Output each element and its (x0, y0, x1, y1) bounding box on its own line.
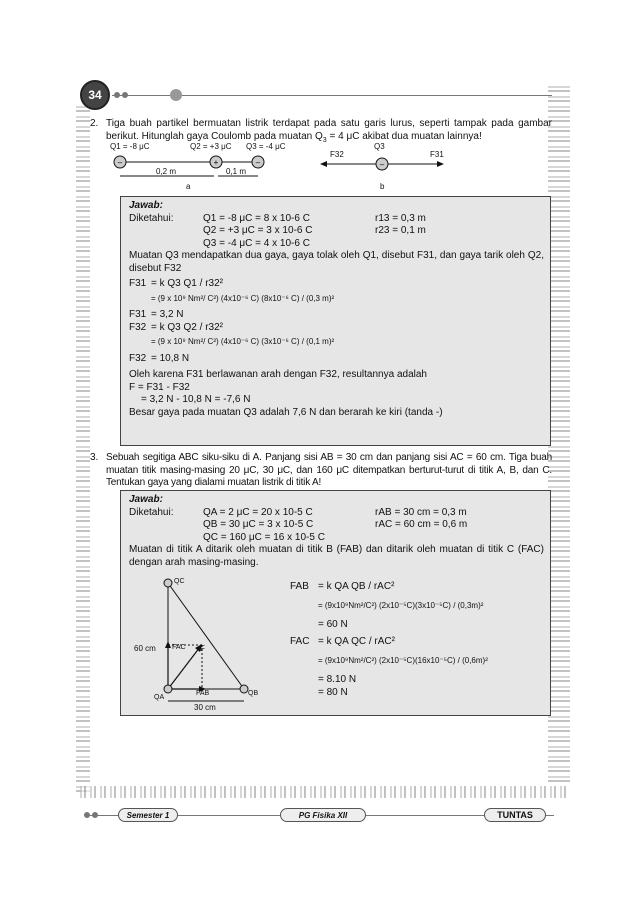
sign-q1: – (117, 158, 123, 167)
fab-label: FAB (290, 581, 309, 592)
given-row-2 (129, 519, 544, 532)
f32-result-row (129, 353, 544, 366)
diketahui-label: Diketahui: (129, 212, 174, 224)
fac-formula-row (290, 635, 546, 648)
label-fac-vector: FAC (172, 644, 186, 651)
answer-box-2 (120, 196, 551, 446)
resultant-line-2: = 3,2 N - 10,8 N = -7,6 N (141, 394, 251, 405)
decorative-border-left (76, 106, 90, 796)
given-rac: rAC = 60 cm = 0,6 m (375, 519, 468, 530)
footer-dot (92, 812, 98, 818)
label-f31: F31 (430, 150, 444, 159)
fac-result-2: = 80 N (318, 687, 348, 698)
f31-result-row (129, 309, 544, 322)
header-dot (114, 92, 120, 98)
label-q3: Q3 = -4 μC (246, 142, 286, 151)
problem-number: 3. (90, 452, 99, 463)
given-q1: Q1 = -8 μC = 8 x 10-6 C (203, 212, 310, 224)
label-f32: F32 (330, 150, 344, 159)
diketahui-label: Diketahui: (129, 506, 174, 518)
f31-label: F31 (129, 309, 147, 320)
f31-result: = 3,2 N (151, 309, 184, 320)
explanation-2: Oleh karena F31 berlawanan arah dengan F32, resultannya adalah (129, 369, 427, 380)
f32-label: F32 (129, 352, 147, 364)
label-q1: Q1 = -8 μC (110, 142, 150, 151)
header-dot-large (170, 89, 182, 101)
given-qa: QA = 2 μC = 20 x 10-5 C (203, 506, 313, 518)
footer-dot (84, 812, 90, 818)
given-r23: r23 = 0,1 m (375, 225, 426, 236)
label-fab-vector: FAB (196, 690, 210, 697)
label-distance-2: 0,1 m (226, 167, 247, 176)
footer-brand: TUNTAS (484, 808, 546, 822)
given-rab: rAB = 30 cm = 0,3 m (375, 506, 467, 518)
given-r13: r13 = 0,3 m (375, 212, 426, 224)
decorative-border-right (548, 86, 570, 786)
footer-book: PG Fisika XII (280, 808, 366, 822)
label-qa: QA (154, 694, 165, 701)
fac-calc: = (9x10⁹Nm²/C²) (2x10⁻⁵C)(16x10⁻⁵C) / (0,6m)² (318, 656, 488, 665)
given-row-1 (129, 507, 544, 520)
page-number-badge (80, 80, 110, 110)
f32-label: F32 (129, 321, 147, 333)
fab-formula: = k QA QB / rAC² (318, 581, 395, 592)
label-f-vector: F (200, 644, 205, 653)
label-q3-b: Q3 (374, 142, 385, 151)
explanation-1: Muatan Q3 mendapatkan dua gaya, gaya tolak oleh Q1, disebut F31, dan gaya tarik oleh Q2, disebut F32 (129, 250, 544, 274)
problem-text: Sebuah segitiga ABC siku-siku di A. Panjang sisi AB = 30 cm dan panjang sisi AC = 60 cm. Tiga buah muatan titik masing-masing 20 μC, 30 μC, dan 160 μC ditempatkan berturut-turut di titik A, B, dan C. Tentukan gaya yang dialami muatan listrik di titik A! (106, 452, 552, 488)
sign-q3: – (255, 158, 261, 167)
f31-formula: = k Q3 Q1 / r32² (151, 278, 223, 289)
given-q2: Q2 = +3 μC = 3 x 10-6 C (203, 225, 313, 236)
f31-calc: = (9 x 10⁹ Nm²/ C²) (4x10⁻⁶ C) (8x10⁻⁶ C) / (0,3 m)² (151, 293, 335, 303)
resultant-line-1: F = F31 - F32 (129, 381, 190, 393)
f32-formula-row (129, 322, 544, 335)
label-distance-1: 0,2 m (156, 167, 177, 176)
given-q3: Q3 = -4 μC = 4 x 10-6 C (203, 237, 310, 249)
conclusion: Besar gaya pada muatan Q3 adalah 7,6 N dan berarah ke kiri (tanda -) (129, 406, 443, 418)
given-qb: QB = 30 μC = 3 x 10-5 C (203, 519, 314, 530)
label-qc: QC (174, 578, 185, 585)
label-width: 30 cm (194, 703, 216, 712)
decorative-border-bottom (80, 786, 568, 798)
label-height: 60 cm (134, 644, 156, 653)
footer-semester: Semester 1 (118, 808, 178, 822)
problem-number: 2. (90, 118, 99, 129)
fab-formula-row (290, 580, 546, 593)
header-dot (122, 92, 128, 98)
jawab-label: Jawab: (129, 494, 163, 505)
fab-result: = 60 N (318, 619, 348, 630)
given-row-3 (129, 238, 544, 251)
vector-f (168, 647, 200, 689)
given-row-3 (129, 532, 544, 545)
label-figure-b: b (380, 182, 385, 191)
jawab-label: Jawab: (129, 200, 163, 211)
problem-text: Tiga buah partikel bermuatan listrik terdapat pada satu garis lurus, seperti tampak pada gambar berikut. Hitunglah gaya Coulomb pada muatan $Q_3 = 4$ μC akibat dua muatan lainnya! (106, 118, 552, 144)
f31-formula-row (129, 278, 544, 291)
f31-label: F31 (129, 278, 147, 289)
label-q2: Q2 = +3 μC (190, 142, 232, 151)
given-row-1 (129, 213, 544, 226)
fac-formula: = k QA QC / rAC² (318, 636, 395, 647)
f32-result: = 10,8 N (151, 352, 190, 364)
explanation-1: Muatan di titik A ditarik oleh muatan di titik B (FAB) dan ditarik oleh muatan di titik C (FAC) dengan arah masing-masing. (129, 544, 544, 568)
fac-label: FAC (290, 636, 310, 647)
sign-q2: + (213, 158, 219, 167)
given-qc: QC = 160 μC = 16 x 10-5 C (203, 531, 325, 543)
page-number: 34 (88, 88, 102, 102)
svg-text:–: – (379, 160, 385, 169)
solution-formulas (290, 580, 546, 699)
given-row-2 (129, 225, 544, 238)
fac-result-1: = 8.10 N (318, 674, 357, 685)
label-figure-a: a (186, 182, 191, 191)
f32-formula: = k Q3 Q2 / r32² (151, 321, 223, 333)
fab-calc: = (9x10⁹Nm²/C²) (2x10⁻⁵C)(3x10⁻⁵C) / (0,3m)² (318, 601, 484, 610)
f32-calc: = (9 x 10⁹ Nm²/ C²) (4x10⁻⁶ C) (3x10⁻⁶ C) / (0,1 m)² (151, 337, 335, 346)
label-qb: QB (248, 690, 259, 697)
